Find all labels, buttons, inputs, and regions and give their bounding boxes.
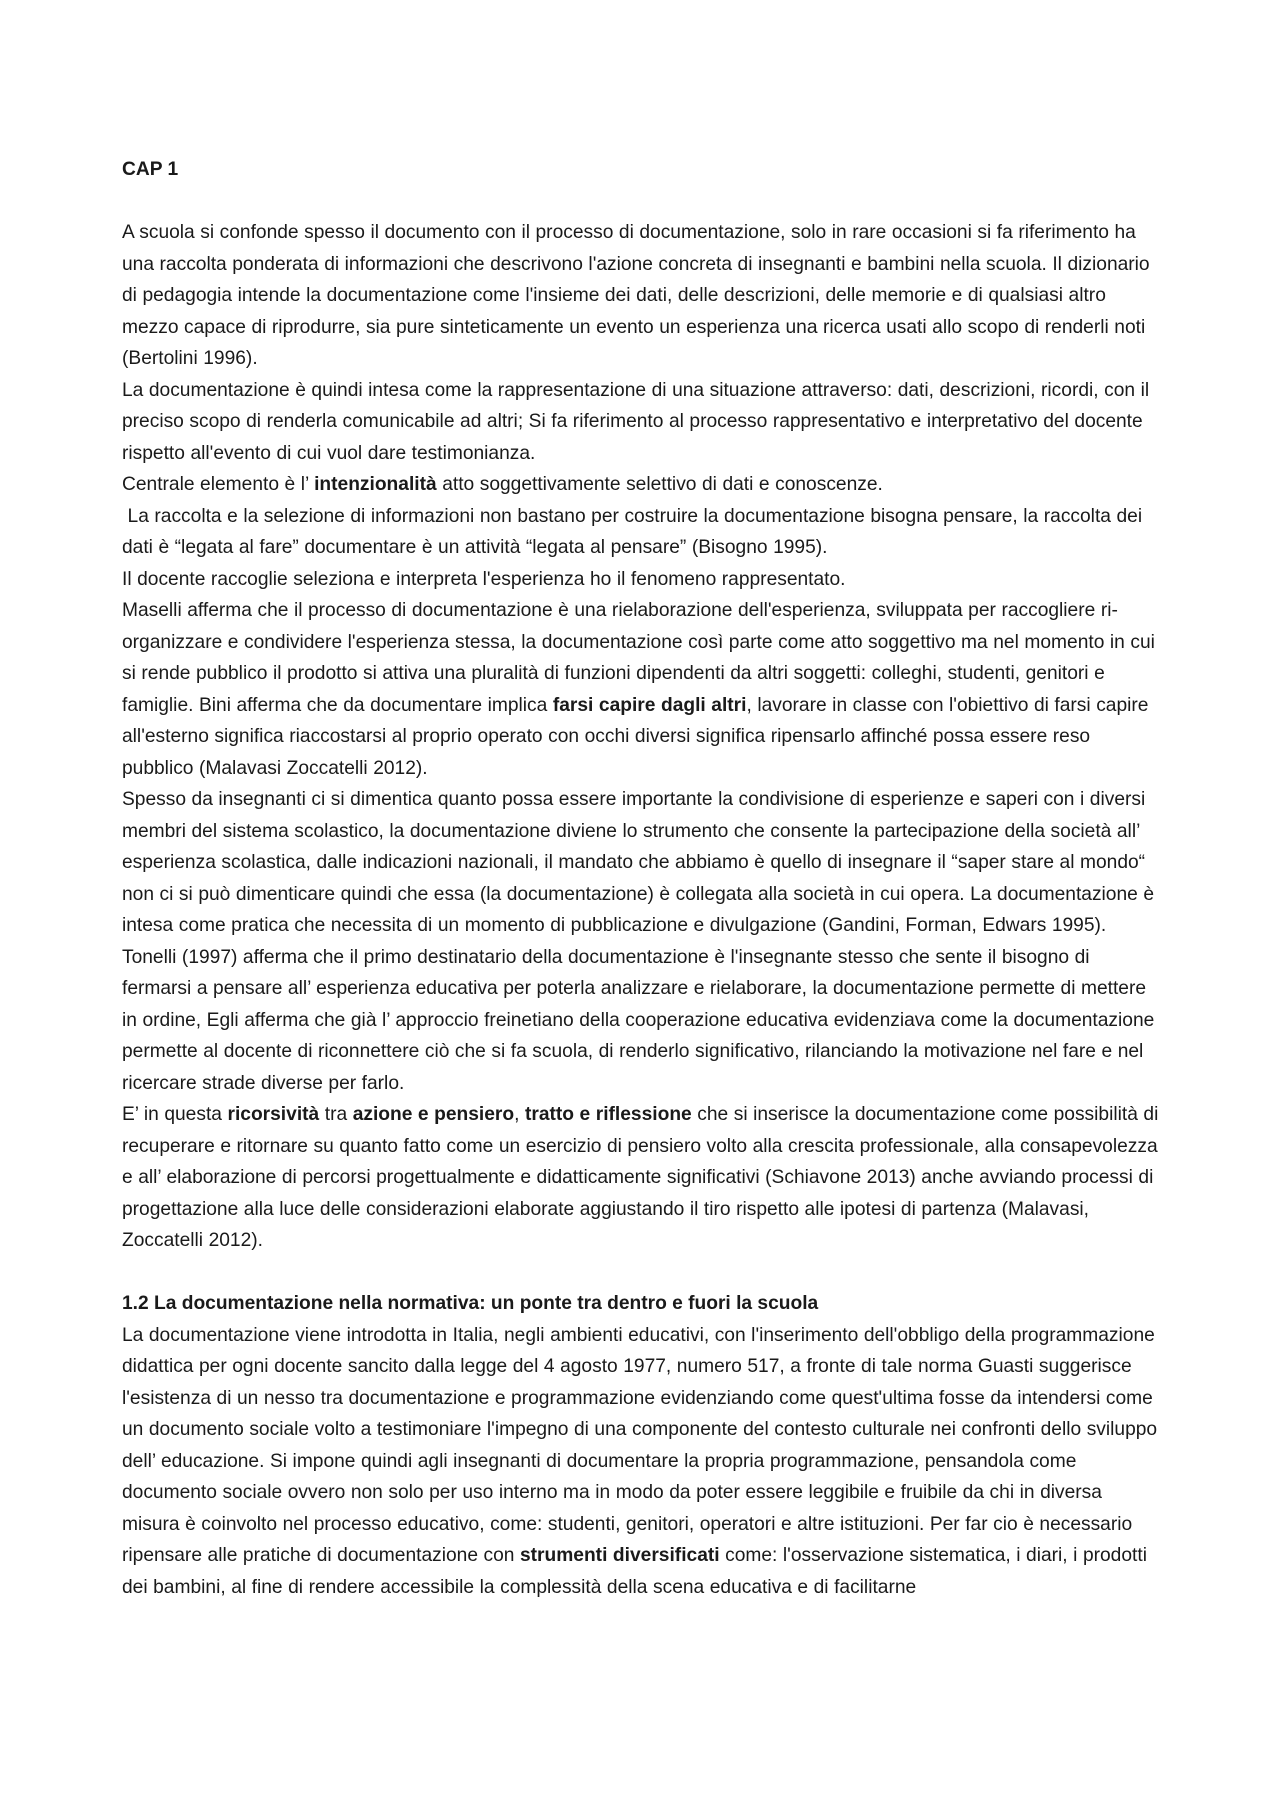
paragraph-3 [122,469,1162,501]
paragraph-6 [122,595,1162,784]
section-2-text-a: La documentazione viene introdotta in Italia, negli ambienti educativi, con l'inserimento dell'obbligo della programmazione didattica per ogni docente sancito dalla legge del 4 agosto 1977, numero 517, a fronte di tale norma Guasti suggerisce l'esistenza di un nesso tra documentazione e programmazione evidenziando come quest'ultima fosse da intendersi come un documento sociale volto a testimoniare l'impegno di una componente del contesto culturale nei confronti dello sviluppo dell’ educazione. Si impone quindi agli insegnanti di documentare la propria programmazione, pensandola come documento sociale ovvero non solo per uso interno ma in modo da poter essere leggibile e fruibile da chi in diversa misura è coinvolto nel processo educativo, come: studenti, genitori, operatori e altre istituzioni. Per far cio è necessario ripensare alle pratiche di documentazione con [122,1324,1158,1566]
paragraph-3-bold: intenzionalità [314,474,437,495]
paragraph-1: A scuola si confonde spesso il documento con il processo di documentazione, solo in rare occasioni si fa riferimento ha una raccolta ponderata di informazioni che descrivono l'azione concreta di insegnanti e bambini nella scuola. Il dizionario di pedagogia intende la documentazione come l'insieme dei dati, delle descrizioni, delle memorie e di qualsiasi altro mezzo capace di riprodurre, sia pure sinteticamente un evento un esperienza una ricerca usati allo scopo di renderli noti (Bertolini 1996). [122,222,1150,369]
paragraph-9-bold-azione: azione e pensiero [352,1104,515,1125]
paragraph-6-bold: farsi capire dagli altri [552,694,747,716]
document-body [122,154,1162,1603]
paragraph-5: Il docente raccoglie seleziona e interpreta l'esperienza ho il fenomeno rappresentato. [122,568,846,590]
paragraph-6-text-a: Maselli afferma che il processo di documentazione è una rielaborazione dell'esperienza, sviluppata per raccogliere ri-organizzare e condividere l'esperienza stessa, la documentazione così parte come atto soggettivo ma nel momento in cui si rende pubblico il prodotto si attiva una pluralità di funzioni dipendenti da altri soggetti: colleghi, studenti, genitori e famiglie. Bini afferma che da documentare implica [122,600,1155,716]
paragraph-6-text-b: , lavorare in classe con l'obiettivo di farsi capire all'esterno significa riaccostarsi al proprio operato con occhi diversi significa ripensarlo affinché possa essere reso pubblico (Malavasi Zoccatelli 2012). [122,694,1149,779]
section-heading: 1.2 La documentazione nella normativa: un ponte tra dentro e fuori la scuola [122,1293,819,1314]
spacer [122,1257,1162,1289]
paragraph-9 [122,1099,1162,1257]
section-2-paragraph-1 [122,1320,1162,1604]
paragraph-9-text-c: tra [319,1104,353,1125]
paragraph-9-bold-ricorsivita: ricorsività [227,1104,320,1125]
paragraph-9-text-g: che si inserisce la documentazione come possibilità di recuperare e ritornare su quanto fatto come un esercizio di pensiero volto alla crescita professionale, alla consapevolezza e all’ elaborazione di percorsi progettualmente e didatticamente significativi (Schiavone 2013) anche avviando processi di progettazione alla luce delle considerazioni elaborate aggiustando il tiro rispetto alle ipotesi di partenza (Malavasi, Zoccatelli 2012). [122,1104,1159,1251]
paragraph-4: La raccolta e la selezione di informazioni non bastano per costruire la documentazione bisogna pensare, la raccolta dei dati è “legata al fare” documentare è un attività “legata al pensare” (Bisogno 1995). [122,505,1148,558]
spacer [122,186,1162,218]
paragraph-9-text-a: E’ in questa [122,1104,228,1125]
section-2-text-b: come: l'osservazione sistematica, i diari, i prodotti dei bambini, al fine di rendere accessibile la complessità della scena educativa e di facilitarne [122,1545,1147,1598]
paragraph-3-text-a: Centrale elemento è l’ [122,474,315,495]
paragraph-9-text-e: , [514,1104,525,1125]
chapter-title: CAP 1 [122,159,179,180]
paragraph-2: La documentazione è quindi intesa come la rappresentazione di una situazione attraverso: dati, descrizioni, ricordi, con il preciso scopo di renderla comunicabile ad altri; Si fa riferimento al processo rappresentativo e interpretativo del docente rispetto all'evento di cui vuol dare testimonianza. [122,379,1150,464]
paragraph-3-text-b: atto soggettivamente selettivo di dati e conoscenze. [436,474,883,495]
section-2-bold: strumenti diversificati [519,1545,720,1566]
paragraph-9-bold-tratto: tratto e riflessione [524,1104,692,1125]
paragraph-8: Tonelli (1997) afferma che il primo destinatario della documentazione è l'insegnante stesso che sente il bisogno di fermarsi a pensare all’ esperienza educativa per poterla analizzare e rielaborare, la documentazione permette di mettere in ordine, Egli afferma che già l’ approccio freinetiano della cooperazione educativa evidenziava come la documentazione permette al docente di riconnettere ciò che si fa scuola, di renderlo significativo, rilanciando la motivazione nel fare e nel ricercare strade diverse per farlo. [122,946,1155,1094]
paragraph-7: Spesso da insegnanti ci si dimentica quanto possa essere importante la condivisione di esperienze e saperi con i diversi membri del sistema scolastico, la documentazione diviene lo strumento che consente la partecipazione della società all’ esperienza scolastica, dalle indicazioni nazionali, il mandato che abbiamo è quello di insegnare il “saper stare al mondo“ non ci si può dimenticare quindi che essa (la documentazione) è collegata alla società in cui opera. La documentazione è intesa come pratica che necessita di un momento di pubblicazione e divulgazione (Gandini, Forman, Edwars 1995). [122,789,1155,936]
